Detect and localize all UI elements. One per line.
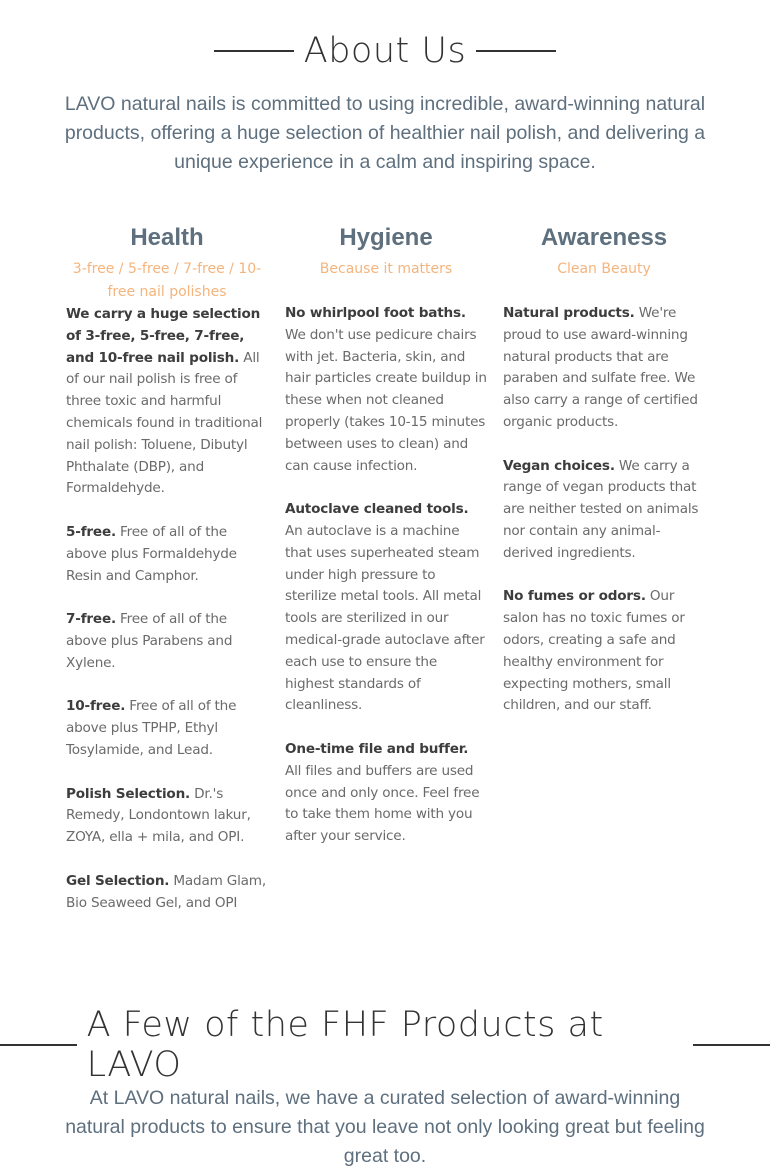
hygiene-paragraph xyxy=(285,739,487,848)
hygiene-column xyxy=(285,222,487,870)
hygiene-paragraph xyxy=(285,303,487,477)
paragraph-lead: We carry a huge selection of 3-free, 5-free, 7-free, and 10-free nail polish. xyxy=(66,306,261,366)
paragraph-lead: Natural products. xyxy=(503,305,635,321)
awareness-paragraph xyxy=(503,586,705,717)
paragraph-text: Free of all of the above plus Parabens and Xylene. xyxy=(66,611,233,671)
health-column xyxy=(66,222,268,936)
paragraph-text: All of our nail polish is free of three toxic and harmful chemicals found in traditional nail polish: Toluene, Dibutyl Phthalate (DBP), and Formaldehyde. xyxy=(66,349,263,497)
paragraph-lead: 10-free. xyxy=(66,698,126,715)
title-rule-right xyxy=(476,50,556,52)
products-title-row xyxy=(0,1005,770,1085)
paragraph-text: We carry a range of vegan products that are neither tested on animals nor contain any animal-derived ingredients. xyxy=(503,457,699,561)
paragraph-lead: Polish Selection. xyxy=(66,785,191,802)
paragraph-lead: One-time file and buffer. xyxy=(285,740,469,757)
title-rule-right xyxy=(693,1044,770,1046)
paragraph-lead: No whirlpool foot baths. xyxy=(285,305,466,321)
health-paragraph xyxy=(66,304,268,500)
paragraph-lead: 5-free. xyxy=(66,523,116,540)
paragraph-text: An autoclave is a machine that uses superheated steam under high pressure to sterilize metal tools. All metal tools are sterilized in our medical-grade autoclave after each use to ensure the highest standards of cleanliness. xyxy=(285,522,485,714)
paragraph-lead: 7-free. xyxy=(66,611,116,628)
health-paragraph xyxy=(66,609,268,674)
title-rule-left xyxy=(214,50,294,52)
paragraph-text: Our salon has no toxic fumes or odors, creating a safe and healthy environment for expecting mothers, small children, and our staff. xyxy=(503,588,685,714)
awareness-paragraph xyxy=(503,456,705,565)
products-intro: At LAVO natural nails, we have a curated selection of award-winning natural products to ensure that you leave not only looking great but feeling great too. xyxy=(65,1087,705,1167)
about-title-row xyxy=(0,28,770,74)
awareness-subheading: Clean Beauty xyxy=(557,261,651,277)
awareness-column xyxy=(503,222,705,739)
paragraph-text: We're proud to use award-winning natural products that are paraben and sulfate free. We also carry a range of certified organic products. xyxy=(503,305,698,430)
about-intro: LAVO natural nails is committed to using incredible, award-winning natural products, offering a huge selection of healthier nail polish, and delivering a unique experience in a calm and inspiring space. xyxy=(64,93,706,173)
paragraph-lead: No fumes or odors. xyxy=(503,588,646,605)
paragraph-lead: Gel Selection. xyxy=(66,872,170,889)
paragraph-lead: Vegan choices. xyxy=(503,457,615,474)
paragraph-text: All files and buffers are used once and only once. Feel free to take them home with you after your service. xyxy=(285,762,480,845)
paragraph-text: Free of all of the above plus TPHP, Ethyl Tosylamide, and Lead. xyxy=(66,698,237,758)
health-subheading: 3-free / 5-free / 7-free / 10-free nail polishes xyxy=(72,261,262,300)
paragraph-text: Dr.'s Remedy, Londontown lakur, ZOYA, ella + mila, and OPI. xyxy=(66,785,251,846)
awareness-heading: Awareness xyxy=(540,224,668,251)
hygiene-paragraph xyxy=(285,499,487,717)
health-paragraph xyxy=(66,696,268,761)
health-heading: Health xyxy=(130,224,204,251)
health-paragraph xyxy=(66,522,268,587)
health-paragraph xyxy=(66,784,268,849)
title-rule-left xyxy=(0,1044,77,1046)
paragraph-text: Free of all of the above plus Formaldehyde Resin and Camphor. xyxy=(66,523,237,584)
awareness-paragraph xyxy=(503,303,705,434)
paragraph-text: We don't use pedicure chairs with jet. Bacteria, skin, and hair particles create buildup in these when not cleaned properly (takes 10-15 minutes between uses to clean) and can cause infection. xyxy=(285,326,487,474)
hygiene-heading: Hygiene xyxy=(339,224,433,251)
products-title: A Few of the FHF Products at LAVO xyxy=(86,1005,604,1085)
hygiene-subheading: Because it matters xyxy=(319,261,453,277)
paragraph-text: Madam Glam, Bio Seaweed Gel, and OPI xyxy=(66,872,266,911)
health-paragraph xyxy=(66,871,268,915)
paragraph-lead: Autoclave cleaned tools. xyxy=(285,501,469,518)
about-title: About Us xyxy=(303,31,467,71)
